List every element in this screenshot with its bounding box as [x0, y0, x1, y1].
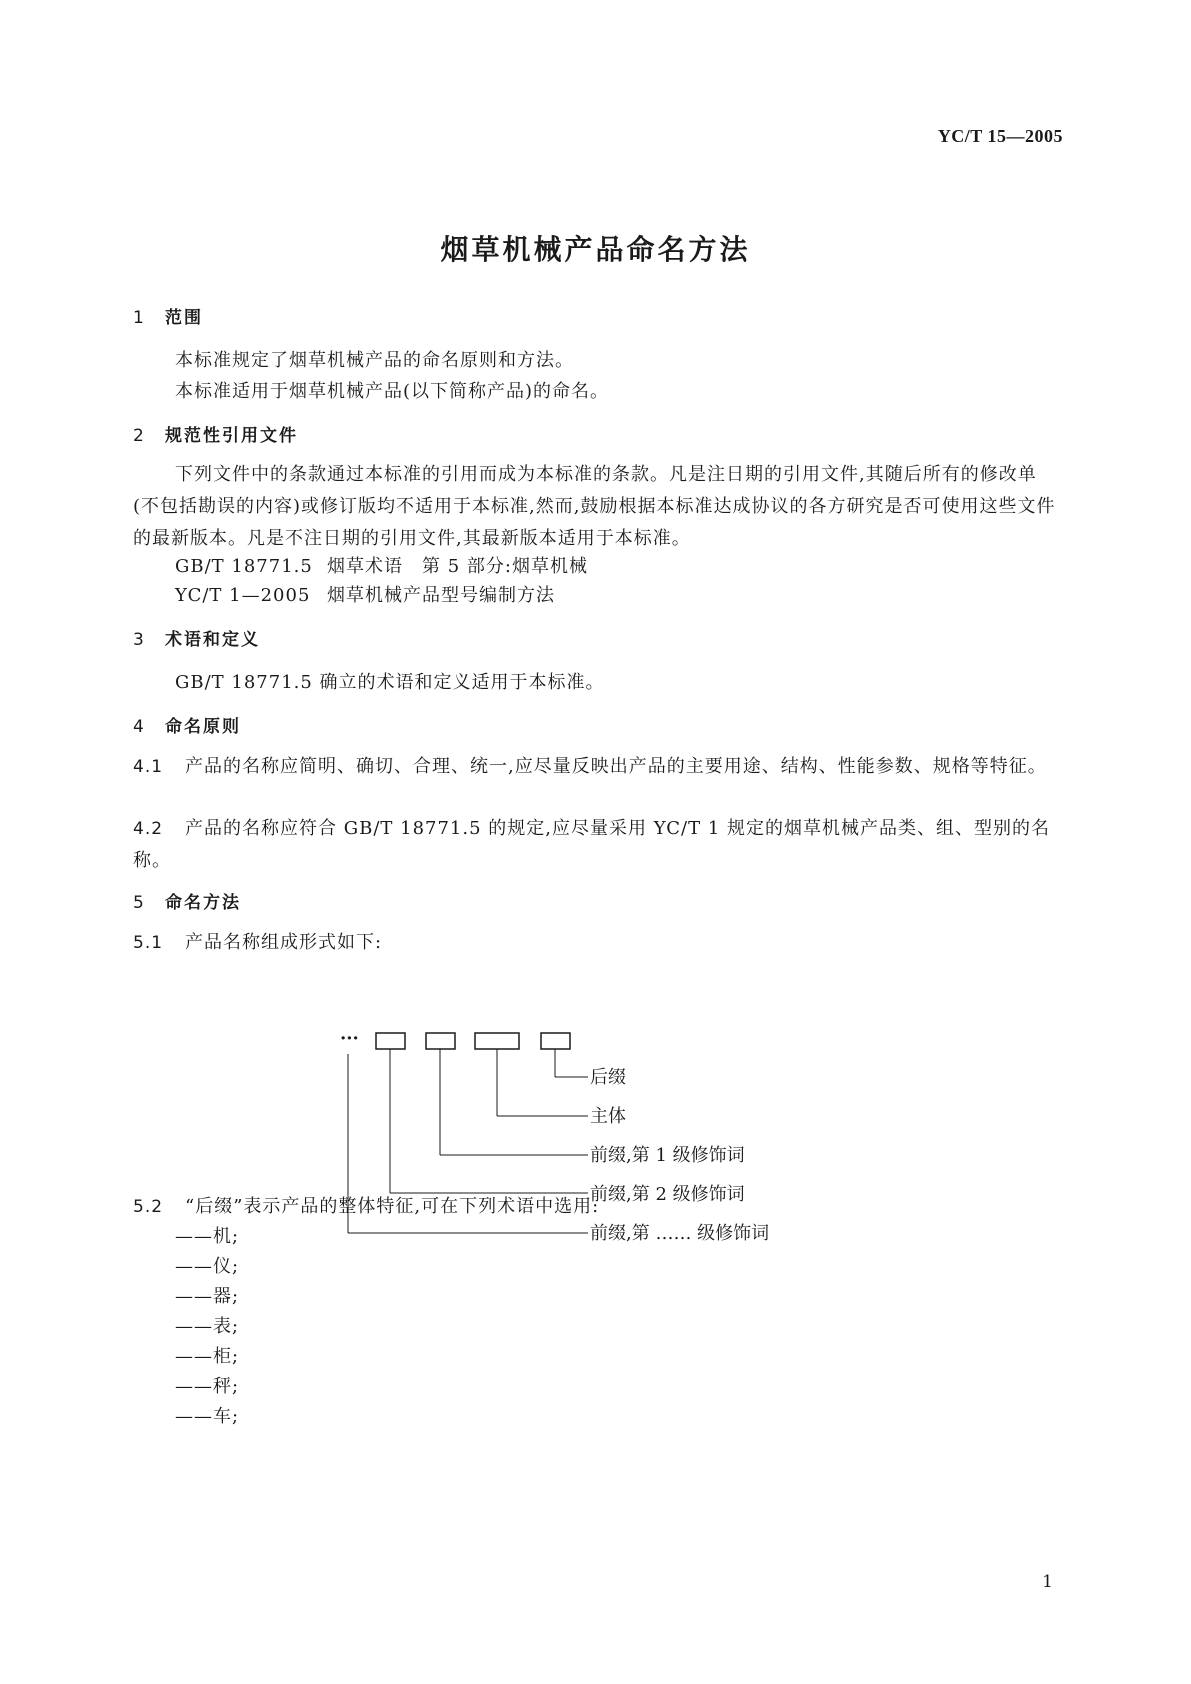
section-number: 2	[133, 426, 146, 446]
section-1-heading	[133, 303, 203, 328]
section-title: 命名方法	[165, 893, 241, 913]
reference-code: GB/T 18771.5	[175, 556, 313, 577]
standard-code: YC/T 15—2005	[937, 126, 1063, 146]
prefix-2-box	[376, 1033, 405, 1049]
reference-title: 烟草机械产品型号编制方法	[327, 585, 555, 606]
diagram-label-suffix: 后缀	[590, 1067, 626, 1088]
suffix-item: ——表;	[175, 1316, 240, 1337]
suffix-item: ——秤;	[175, 1376, 240, 1397]
suffix-item: ——柜;	[175, 1346, 240, 1367]
section-title: 规范性引用文件	[165, 426, 298, 446]
suffix-item: ——机;	[175, 1226, 240, 1247]
diagram-label-prefix-2: 前缀,第 2 级修饰词	[590, 1184, 745, 1205]
section-3-paragraph: GB/T 18771.5 确立的术语和定义适用于本标准。	[175, 672, 605, 693]
reference-item	[175, 581, 555, 607]
naming-structure-diagram	[340, 1028, 860, 1283]
clause-text: “后缀”表示产品的整体特征,可在下列术语中选用:	[185, 1196, 600, 1217]
main-body-box	[475, 1033, 519, 1049]
reference-code: YC/T 1—2005	[175, 585, 311, 606]
section-title: 术语和定义	[165, 630, 260, 650]
clause-5-2	[133, 1191, 1058, 1223]
clause-number: 5.1	[133, 933, 164, 953]
diagram-label-prefix-1: 前缀,第 1 级修饰词	[590, 1145, 745, 1166]
clause-4-1	[133, 751, 1058, 783]
reference-item	[175, 552, 588, 578]
clause-text: 产品名称组成形式如下:	[185, 932, 383, 953]
suffix-box	[541, 1033, 570, 1049]
suffix-item: ——器;	[175, 1286, 240, 1307]
section-2-paragraph: 下列文件中的条款通过本标准的引用而成为本标准的条款。凡是注日期的引用文件,其随后所有的修改单(不包括勘误的内容)或修订版均不适用于本标准,然而,鼓励根据本标准达成协议的各方研究是否可使用这些文件的最新版本。凡是不注日期的引用文件,其最新版本适用于本标准。	[133, 464, 1056, 549]
clause-text: 产品的名称应符合 GB/T 18771.5 的规定,应尽量采用 YC/T 1 规定的烟草机械产品类、组、型别的名称。	[133, 818, 1051, 871]
diagram-ellipsis: ···	[340, 1028, 359, 1049]
clause-5-1	[133, 927, 1058, 959]
clause-4-2	[133, 813, 1058, 877]
section-1-paragraph-1: 本标准规定了烟草机械产品的命名原则和方法。	[175, 350, 574, 371]
section-5-heading	[133, 888, 241, 913]
page-number: 1	[1042, 1572, 1053, 1592]
diagram-label-prefix-n: 前缀,第 …… 级修饰词	[590, 1223, 770, 1244]
section-title: 命名原则	[165, 717, 241, 737]
section-number: 1	[133, 308, 146, 328]
document-title: 烟草机械产品命名方法	[440, 233, 751, 266]
section-number: 5	[133, 893, 146, 913]
clause-number: 4.1	[133, 757, 164, 777]
section-4-heading	[133, 712, 241, 737]
clause-number: 4.2	[133, 819, 164, 839]
section-title: 范围	[165, 308, 203, 328]
section-1-paragraph-2: 本标准适用于烟草机械产品(以下简称产品)的命名。	[175, 381, 610, 402]
section-3-heading	[133, 625, 260, 650]
section-number: 3	[133, 630, 146, 650]
prefix-1-box	[426, 1033, 455, 1049]
section-2-heading	[133, 421, 298, 446]
suffix-item: ——车;	[175, 1406, 240, 1427]
diagram-label-main: 主体	[590, 1106, 626, 1127]
clause-text: 产品的名称应简明、确切、合理、统一,应尽量反映出产品的主要用途、结构、性能参数、规格等特征。	[185, 756, 1047, 777]
section-number: 4	[133, 717, 146, 737]
suffix-item: ——仪;	[175, 1256, 240, 1277]
clause-number: 5.2	[133, 1197, 164, 1217]
reference-title: 烟草术语 第 5 部分:烟草机械	[327, 556, 588, 577]
